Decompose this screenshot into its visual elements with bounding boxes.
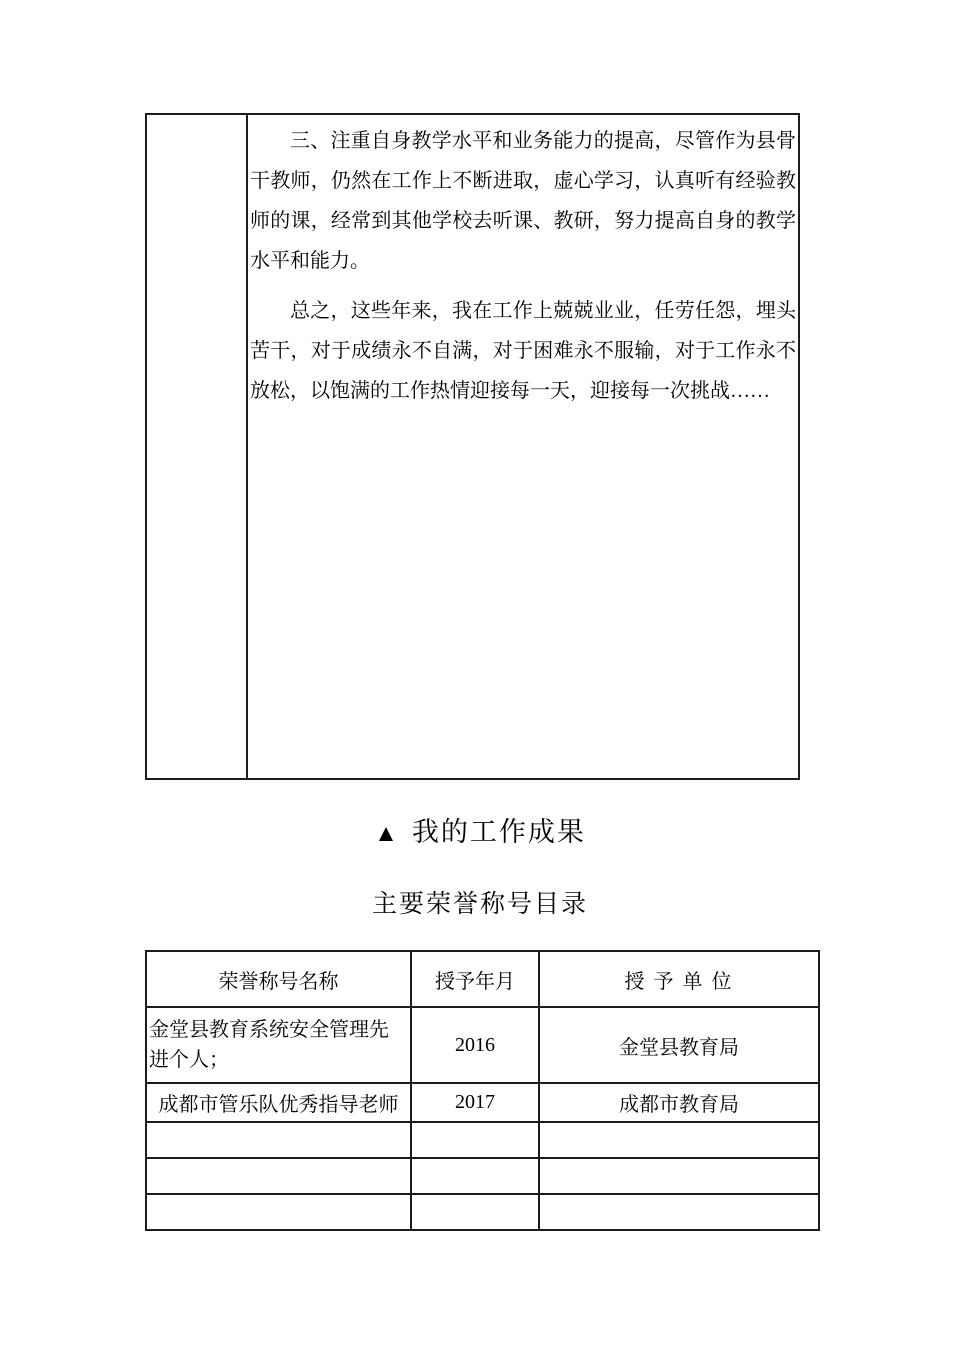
- honor-unit-cell: 金堂县教育局: [539, 1007, 819, 1083]
- honor-unit-cell: 成都市教育局: [539, 1083, 819, 1122]
- honor-year-cell: [411, 1194, 539, 1230]
- honors-row-5: [146, 1194, 819, 1230]
- honors-header-name: 荣誉称号名称: [146, 951, 411, 1007]
- honors-header-row: [146, 951, 819, 1007]
- honor-name-cell: [146, 1194, 411, 1230]
- honor-unit-cell: [539, 1194, 819, 1230]
- honors-row-2: [146, 1083, 819, 1122]
- work-paragraph-conclusion: 总之，这些年来，我在工作上兢兢业业，任劳任怨，埋头苦干，对于成绩永不自满，对于困难永不服输，对于工作永不放松，以饱满的工作热情迎接每一天，迎接每一次挑战……: [250, 300, 796, 402]
- honors-table: [145, 950, 820, 1231]
- honor-name-cell: 成都市管乐队优秀指导老师: [146, 1083, 411, 1122]
- honors-row-3: [146, 1122, 819, 1158]
- honor-year-cell: 2016: [411, 1007, 539, 1083]
- honor-name-cell: 金堂县教育系统安全管理先进个人；: [146, 1007, 411, 1083]
- work-summary-empty-label-cell: [147, 115, 248, 778]
- honor-year-cell: 2017: [411, 1083, 539, 1122]
- honors-row-1: [146, 1007, 819, 1083]
- honors-header-unit: 授 予 单 位: [539, 951, 819, 1007]
- honor-name-cell: [146, 1122, 411, 1158]
- section-heading-title: 我的工作成果: [411, 817, 586, 847]
- honor-unit-cell: [539, 1122, 819, 1158]
- honors-row-4: [146, 1158, 819, 1194]
- honor-name-cell: [146, 1158, 411, 1194]
- honor-year-cell: [411, 1158, 539, 1194]
- triangle-marker-icon: ▲: [374, 821, 398, 847]
- section-heading-work-achievements: [0, 810, 960, 849]
- honors-header-year: 授予年月: [411, 951, 539, 1007]
- honor-unit-cell: [539, 1158, 819, 1194]
- honors-directory-title: 主要荣誉称号目录: [371, 891, 588, 918]
- work-summary-content-cell: [248, 115, 798, 778]
- honor-year-cell: [411, 1122, 539, 1158]
- work-paragraph-self-improvement: 三、注重自身教学水平和业务能力的提高，尽管作为县骨干教师，仍然在工作上不断进取，虚心学习，认真听有经验教师的课，经常到其他学校去听课、教研，努力提高自身的教学水平和能力。: [250, 130, 796, 272]
- work-summary-table: [145, 113, 800, 780]
